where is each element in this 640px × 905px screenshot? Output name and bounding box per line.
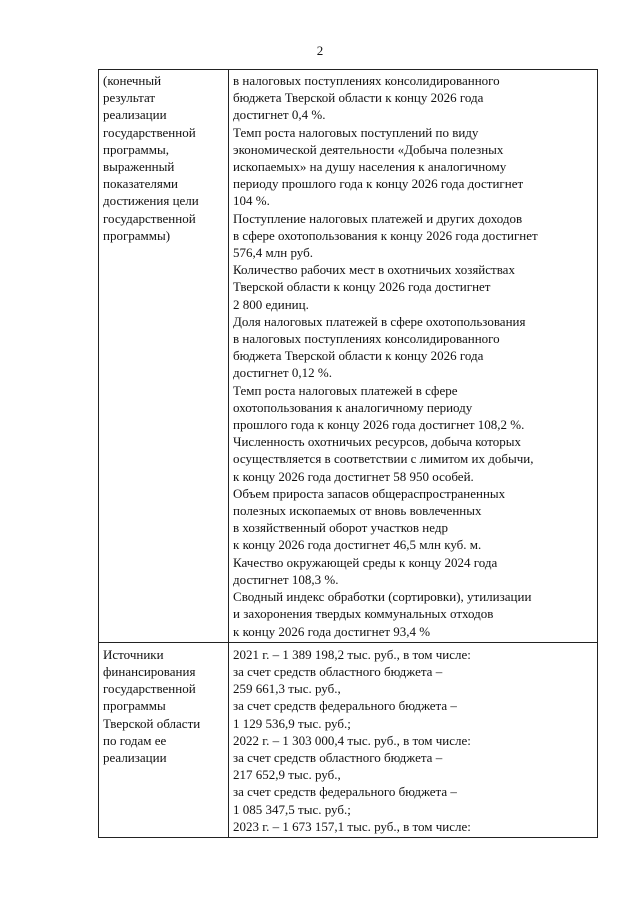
label-line: Источники <box>103 646 164 662</box>
content-line: Темп роста налоговых поступлений по виду <box>233 124 479 140</box>
content-line: достигнет 0,12 %. <box>233 365 332 381</box>
content-line: 1 129 536,9 тыс. руб.; <box>233 715 351 731</box>
content-line: охотопользования к аналогичному периоду <box>233 399 473 415</box>
content-line: бюджета Тверской области к концу 2026 года <box>233 90 484 106</box>
content-line: к концу 2026 года достигнет 93,4 % <box>233 623 431 639</box>
label-line: (конечный <box>103 73 162 88</box>
content-line: экономической деятельности «Добыча полезных <box>233 141 504 157</box>
content-line: за счет средств областного бюджета – <box>233 663 443 679</box>
content-line: в сфере охотопользования к концу 2026 года достигнет <box>233 227 538 243</box>
label-line: выраженный <box>103 159 175 175</box>
label-line: по годам ее <box>103 732 167 748</box>
content-line: прошлого года к концу 2026 года достигнет 108,2 %. <box>233 417 525 433</box>
content-line: Количество рабочих мест в охотничьих хозяйствах <box>233 262 515 278</box>
content-line: ископаемых» на душу населения к аналогичному <box>233 159 507 175</box>
content-line: 576,4 млн руб. <box>233 245 313 261</box>
label-line: программы) <box>103 227 171 243</box>
content-line: бюджета Тверской области к концу 2026 года <box>233 348 484 364</box>
page-number: 2 <box>316 43 324 58</box>
content-line: 2022 г. – 1 303 000,4 тыс. руб., в том числе: <box>233 732 471 748</box>
content-line: 2021 г. – 1 389 198,2 тыс. руб., в том числе: <box>233 646 471 662</box>
content-line: за счет средств областного бюджета – <box>233 749 443 765</box>
content-line: в налоговых поступлениях консолидированного <box>233 73 500 88</box>
content-line: и захоронения твердых коммунальных отходов <box>233 606 494 622</box>
content-line: в хозяйственный оборот участков недр <box>233 520 448 536</box>
content-line: 259 661,3 тыс. руб., <box>233 681 341 697</box>
content-line: Тверской области к концу 2026 года достигнет <box>233 279 491 295</box>
label-line: финансирования <box>103 663 196 679</box>
content-line: полезных ископаемых от вновь вовлеченных <box>233 503 482 519</box>
label-line: показателями <box>103 176 179 192</box>
content-line: к концу 2026 года достигнет 46,5 млн куб. м. <box>233 537 482 553</box>
content-line: 2 800 единиц. <box>233 296 309 312</box>
label-line: результат <box>103 90 156 106</box>
label-line: государственной <box>103 681 196 697</box>
content-line: Темп роста налоговых платежей в сфере <box>233 382 458 398</box>
label-line: программы, <box>103 141 169 157</box>
label-line: реализации <box>103 107 167 123</box>
content-line: Объем прироста запасов общераспространенных <box>233 485 506 501</box>
label-line: государственной <box>103 210 196 226</box>
content-line: к концу 2026 года достигнет 58 950 особей. <box>233 468 474 484</box>
content-line: 217 652,9 тыс. руб., <box>233 767 341 783</box>
content-line: достигнет 0,4 %. <box>233 107 326 123</box>
content-line: 1 085 347,5 тыс. руб.; <box>233 801 351 817</box>
content-line: периоду прошлого года к концу 2026 года достигнет <box>233 176 524 192</box>
content-line: Качество окружающей среды к концу 2024 года <box>233 554 498 570</box>
content-line: 2023 г. – 1 673 157,1 тыс. руб., в том числе: <box>233 818 471 834</box>
label-line: программы <box>103 698 166 714</box>
content-line: за счет средств федерального бюджета – <box>233 784 457 800</box>
content-line: 104 %. <box>233 193 270 209</box>
label-line: достижения цели <box>103 193 199 209</box>
content-line: за счет средств федерального бюджета – <box>233 698 457 714</box>
row-label-cell <box>99 642 229 837</box>
content-line: Поступление налоговых платежей и других доходов <box>233 210 523 226</box>
row-content-cell <box>229 70 598 643</box>
content-line: Сводный индекс обработки (сортировки), утилизации <box>233 589 532 605</box>
program-passport-table <box>98 69 598 838</box>
table-row-final-results <box>99 70 598 643</box>
content-line: Численность охотничьих ресурсов, добыча которых <box>233 434 521 450</box>
content-line: осуществляется в соответствии с лимитом их добычи, <box>233 451 534 467</box>
content-line: достигнет 108,3 %. <box>233 571 339 587</box>
label-line: реализации <box>103 749 167 765</box>
content-line: Доля налоговых платежей в сфере охотопользования <box>233 313 526 329</box>
table-row-funding-sources <box>99 642 598 837</box>
content-line: в налоговых поступлениях консолидированного <box>233 331 500 347</box>
row-label-cell <box>99 70 229 643</box>
row-content-cell <box>229 642 598 837</box>
label-line: Тверской области <box>103 715 201 731</box>
label-line: государственной <box>103 124 196 140</box>
